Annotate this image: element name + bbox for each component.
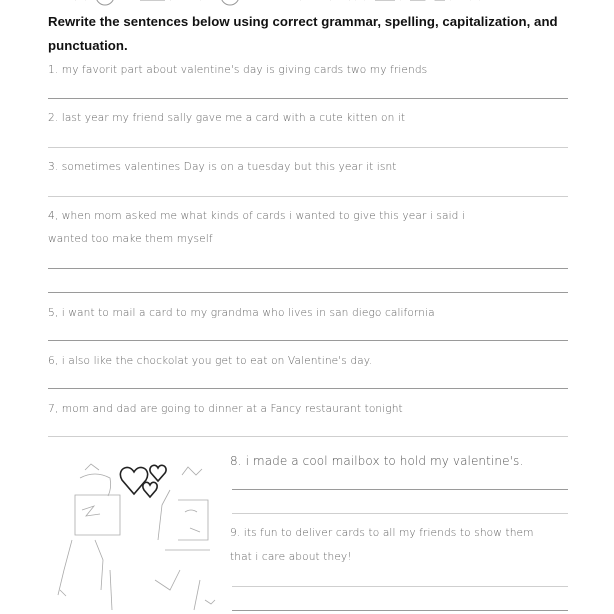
sentence-5: 5, i want to mail a card to my grandma who lives in san diego california xyxy=(48,307,435,319)
hearts-group xyxy=(120,465,166,497)
answer-line-7[interactable] xyxy=(48,436,568,437)
sentence-4-line-2: wanted too make them myself xyxy=(48,233,213,245)
answer-line-1[interactable] xyxy=(48,98,568,99)
sentence-9-line-1: 9. its fun to deliver cards to all my friends to show them xyxy=(230,527,534,539)
answer-line-4a[interactable] xyxy=(48,268,568,269)
top-decorative-border xyxy=(0,0,614,6)
answer-line-8b[interactable] xyxy=(232,513,568,514)
answer-line-3[interactable] xyxy=(48,196,568,197)
sentence-6: 6, i also like the chockolat you get to eat on Valentine's day. xyxy=(48,355,373,367)
sentence-9-line-2: that i care about they! xyxy=(230,551,352,563)
sentence-2: 2. last year my friend sally gave me a card with a cute kitten on it xyxy=(48,112,406,124)
heart-icon xyxy=(150,465,166,481)
sentence-4-line-1: 4, when mom asked me what kinds of cards i wanted to give this year i said i xyxy=(48,210,465,222)
answer-line-4b[interactable] xyxy=(48,292,568,293)
sentence-8: 8. i made a cool mailbox to hold my valentine's. xyxy=(230,454,524,468)
answer-line-9b[interactable] xyxy=(232,610,568,611)
sentence-1: 1. my favorit part about valentine's day is giving cards two my friends xyxy=(48,64,428,76)
heart-icon xyxy=(143,482,157,497)
worksheet-instructions: Rewrite the sentences below using correct grammar, spelling, capitalization, and punctuation. xyxy=(48,14,558,53)
children-with-hearts-illustration xyxy=(40,450,230,614)
answer-line-6[interactable] xyxy=(48,388,568,389)
sentence-3: 3. sometimes valentines Day is on a tuesday but this year it isnt xyxy=(48,161,397,173)
answer-line-9a[interactable] xyxy=(232,586,568,587)
sentence-7: 7, mom and dad are going to dinner at a Fancy restaurant tonight xyxy=(48,403,403,415)
answer-line-2[interactable] xyxy=(48,147,568,148)
answer-line-8a[interactable] xyxy=(232,489,568,490)
answer-line-5[interactable] xyxy=(48,340,568,341)
